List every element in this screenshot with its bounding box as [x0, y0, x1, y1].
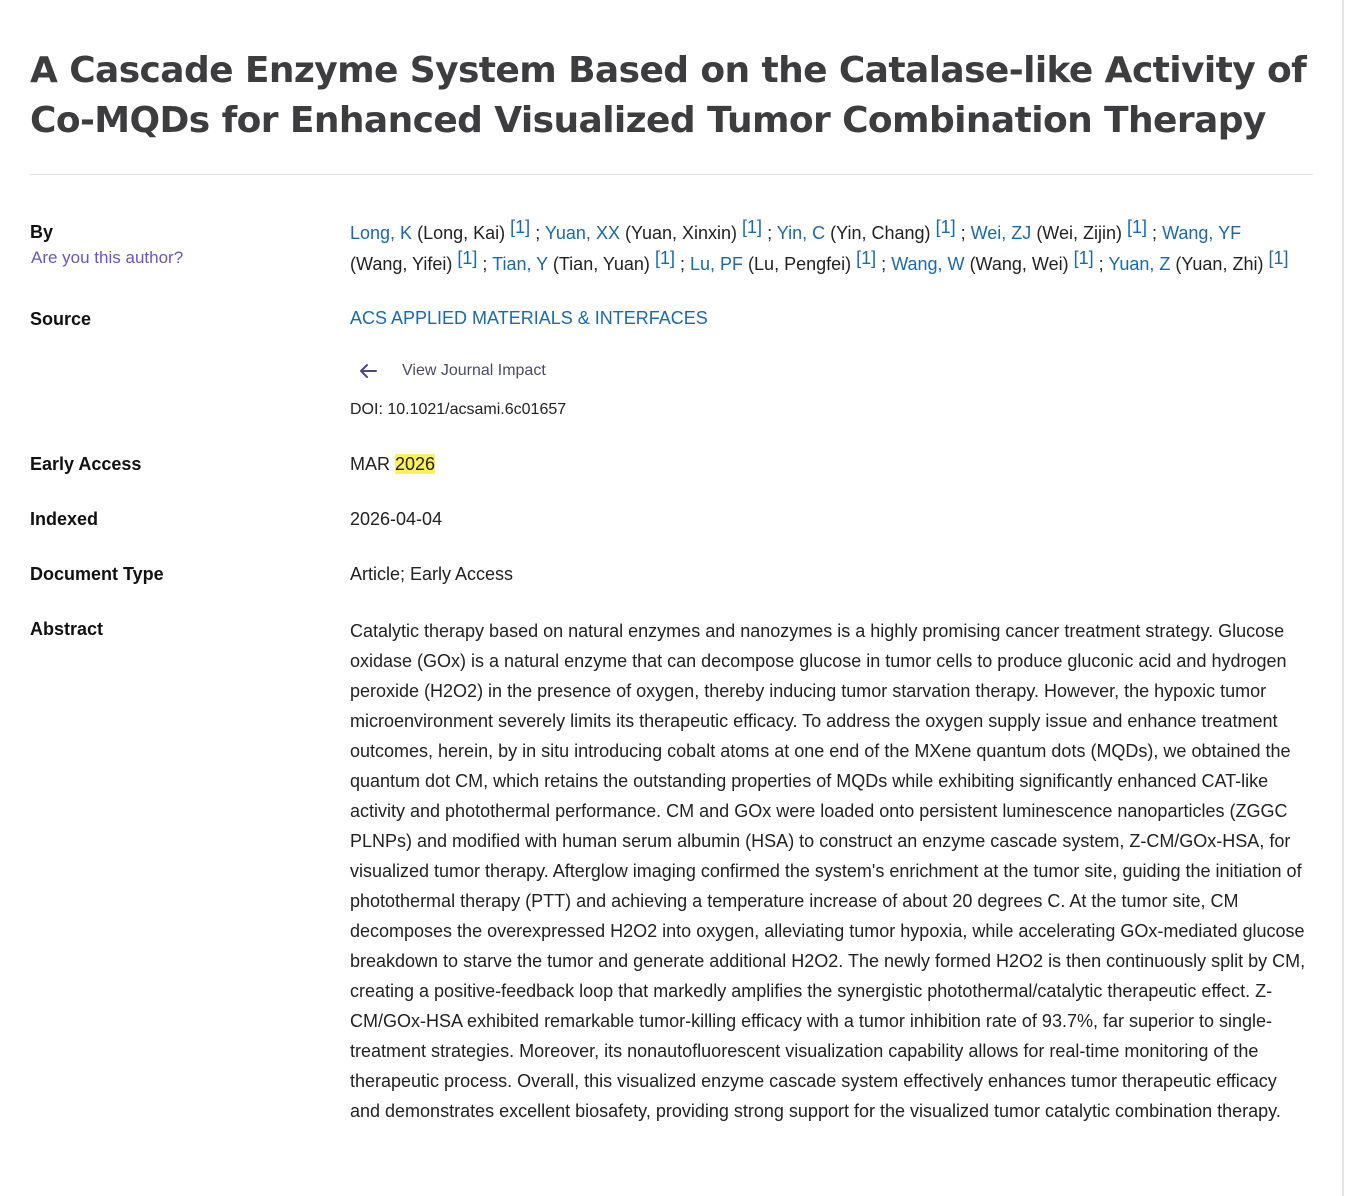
- author-affiliation-ref[interactable]: [1]: [742, 217, 763, 237]
- page-title: A Cascade Enzyme System Based on the Catalase-like Activity of Co-MQDs for Enhanced Visualized Tumor Combination Therapy: [30, 50, 1307, 141]
- author-full-name: (Wang, Yifei): [350, 254, 453, 274]
- author-name-link[interactable]: Wang, W: [891, 254, 965, 274]
- view-journal-impact-button[interactable]: [350, 354, 546, 388]
- author-separator: ;: [1098, 254, 1104, 274]
- indexed-label: Indexed: [30, 509, 99, 529]
- arrow-left-icon: [350, 363, 386, 379]
- author-affiliation-ref[interactable]: [1]: [510, 217, 531, 237]
- doi-text: DOI: 10.1021/acsami.6c01657: [350, 401, 567, 418]
- abstract-text: Catalytic therapy based on natural enzymes and nanozymes is a highly promising cancer treatment strategy. Glucose oxidase (GOx) is a natural enzyme that can decompose glucose in tumor cells to produce gluconic acid and hydrogen peroxide (H2O2) in the presence of oxygen, thereby inducing tumor starvation therapy. However, the hypoxic tumor microenvironment severely limits its therapeutic efficacy. To address the oxygen supply issue and enhance treatment outcomes, herein, by in situ introducing cobalt atoms at one end of the MXene quantum dots (MQDs), we obtained the quantum dot CM, which retains the outstanding properties of MQDs while exhibiting significantly enhanced CAT-like activity and photothermal performance. CM and GOx were loaded onto persistent luminescence nanoparticles (ZGGC PLNPs) and modified with human serum albumin (HSA) to construct an enzyme cascade system, Z-CM/GOx-HSA, for visualized tumor therapy. Afterglow imaging confirmed the system's enrichment at the tumor site, guiding the initiation of photothermal therapy (PTT) and achieving a temperature increase of about 20 degrees C. At the tumor site, CM decomposes the overexpressed H2O2 into oxygen, alleviating tumor hypoxia, while accelerating GOx-mediated glucose breakdown to starve the tumor and generate additional H2O2. The newly formed H2O2 is then continuously split by CM, creating a positive-feedback loop that markedly amplifies the synergistic photothermal/catalytic therapeutic effect. Z-CM/GOx-HSA exhibited remarkable tumor-killing efficacy with a tumor inhibition rate of 93.7%, far superior to single-treatment strategies. Moreover, its nonautofluorescent visualization capability allows for real-time monitoring of the therapeutic process. Overall, this visualized enzyme cascade system effectively enhances tumor therapeutic efficacy and demonstrates excellent biosafety, providing strong support for the visualized tumor catalytic combination therapy.: [350, 621, 1306, 1121]
- author-entry: [970, 217, 1162, 243]
- by-label: By: [30, 222, 54, 242]
- author-name-link[interactable]: Yin, C: [776, 223, 826, 243]
- journal-link[interactable]: ACS APPLIED MATERIALS & INTERFACES: [350, 308, 708, 328]
- document-type-label: Document Type: [30, 564, 164, 584]
- author-name-link[interactable]: Lu, PF: [690, 254, 744, 274]
- author-entry: [891, 248, 1108, 274]
- author-full-name: (Yuan, Zhi): [1175, 254, 1264, 274]
- author-entry: [1108, 248, 1289, 274]
- author-affiliation-ref[interactable]: [1]: [654, 248, 675, 268]
- early-access-year: 2026: [395, 454, 436, 474]
- author-name-link[interactable]: Yuan, Z: [1108, 254, 1171, 274]
- indexed-value: 2026-04-04: [350, 509, 443, 529]
- author-separator: ;: [881, 254, 887, 274]
- title-divider: [30, 174, 1313, 175]
- author-entry: [350, 217, 545, 243]
- author-separator: ;: [535, 223, 541, 243]
- author-separator: ;: [1152, 223, 1158, 243]
- early-access-month: MAR: [350, 454, 390, 474]
- author-entry: [776, 217, 971, 243]
- author-affiliation-ref[interactable]: [1]: [1127, 217, 1148, 237]
- are-you-this-author-link[interactable]: Are you this author?: [31, 248, 184, 267]
- author-entry: [492, 248, 690, 274]
- author-entry: [544, 217, 777, 243]
- author-full-name: (Yuan, Xinxin): [624, 223, 738, 243]
- author-name-link[interactable]: Wang, YF: [1162, 223, 1242, 243]
- early-access-label: Early Access: [30, 454, 142, 474]
- document-type-value: Article; Early Access: [350, 564, 514, 584]
- author-name-link[interactable]: Long, K: [350, 223, 413, 243]
- author-full-name: (Tian, Yuan): [552, 254, 650, 274]
- early-access-value: [350, 454, 435, 475]
- view-journal-impact-label: View Journal Impact: [402, 362, 546, 379]
- author-full-name: (Lu, Pengfei): [748, 254, 852, 274]
- author-entry: [690, 248, 891, 274]
- source-label: Source: [30, 309, 92, 329]
- author-separator: ;: [679, 254, 685, 274]
- author-full-name: (Long, Kai): [417, 223, 506, 243]
- scrollbar-track: [1342, 0, 1344, 1196]
- author-full-name: (Yin, Chang): [830, 223, 931, 243]
- author-name-link[interactable]: Wei, ZJ: [970, 223, 1032, 243]
- author-affiliation-ref[interactable]: [1]: [935, 217, 956, 237]
- author-separator: ;: [767, 223, 773, 243]
- author-list: [350, 218, 1300, 280]
- author-name-link[interactable]: Yuan, XX: [544, 223, 620, 243]
- author-separator: ;: [960, 223, 966, 243]
- author-full-name: (Wang, Wei): [969, 254, 1069, 274]
- abstract-label: Abstract: [30, 619, 104, 639]
- author-name-link[interactable]: Tian, Y: [492, 254, 548, 274]
- author-affiliation-ref[interactable]: [1]: [856, 248, 877, 268]
- author-separator: ;: [482, 254, 488, 274]
- author-affiliation-ref[interactable]: [1]: [1073, 248, 1094, 268]
- author-full-name: (Wei, Zijin): [1036, 223, 1122, 243]
- author-affiliation-ref[interactable]: [1]: [1268, 248, 1289, 268]
- author-affiliation-ref[interactable]: [1]: [457, 248, 478, 268]
